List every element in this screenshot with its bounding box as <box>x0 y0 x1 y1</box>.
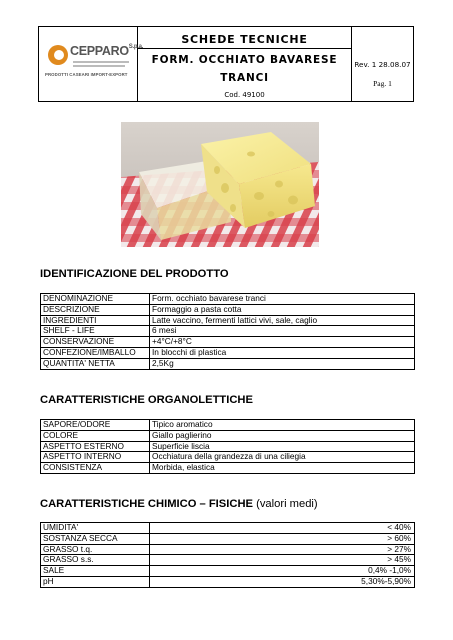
row-value: +4°C/+8°C <box>150 337 415 348</box>
row-value: Latte vaccino, fermenti lattici vivi, sale, caglio <box>150 315 415 326</box>
row-label: UMIDITA' <box>41 523 150 534</box>
table-row <box>41 304 415 315</box>
row-value: 6 mesi <box>150 326 415 337</box>
organolettiche-table <box>40 419 415 474</box>
row-label: SOSTANZA SECCA <box>41 533 150 544</box>
document-header <box>38 26 414 102</box>
row-label: ASPETTO INTERNO <box>41 452 150 463</box>
revision: Rev. 1 28.08.07 <box>354 60 411 69</box>
row-value: Morbida, elastica <box>150 463 415 474</box>
row-label: ASPETTO ESTERNO <box>41 441 150 452</box>
row-value: > 60% <box>150 533 415 544</box>
row-label: pH <box>41 576 150 587</box>
row-value: > 45% <box>150 555 415 566</box>
row-label: SALE <box>41 566 150 577</box>
table-row <box>41 463 415 474</box>
row-value: 5,30%-5,90% <box>150 576 415 587</box>
row-label: DESCRIZIONE <box>41 304 150 315</box>
row-value: Occhiatura della grandezza di una ciliegia <box>150 452 415 463</box>
row-label: CONSISTENZA <box>41 463 150 474</box>
title-block <box>138 27 352 101</box>
logo-address-line <box>73 61 129 63</box>
table-row <box>41 337 415 348</box>
chimico-title-note: (valori medi) <box>256 498 318 510</box>
table-row <box>41 326 415 337</box>
row-value: Formaggio a pasta cotta <box>150 304 415 315</box>
row-label: CONSERVAZIONE <box>41 337 150 348</box>
row-value: Superficie liscia <box>150 441 415 452</box>
section-title-identificazione: IDENTIFICAZIONE DEL PRODOTTO <box>40 268 229 280</box>
chimico-title: CARATTERISTICHE CHIMICO – FISICHE <box>40 498 253 510</box>
table-row <box>41 452 415 463</box>
table-row <box>41 555 415 566</box>
chimico-table <box>40 522 415 588</box>
product-photo <box>121 122 319 247</box>
table-row <box>41 358 415 369</box>
table-row <box>41 576 415 587</box>
section-title-chimico <box>40 498 318 510</box>
row-label: QUANTITA' NETTA <box>41 358 150 369</box>
row-value: Tipico aromatico <box>150 420 415 431</box>
table-row <box>41 533 415 544</box>
table-row <box>41 294 415 305</box>
row-value: > 27% <box>150 544 415 555</box>
product-name-line1: FORM. OCCHIATO BAVARESE <box>151 54 338 66</box>
logo-address-line <box>73 65 125 67</box>
doc-type: SCHEDE TECNICHE <box>181 33 308 46</box>
row-label: CONFEZIONE/IMBALLO <box>41 347 150 358</box>
row-value: < 40% <box>150 523 415 534</box>
row-label: INGREDIENTI <box>41 315 150 326</box>
logo-subtitle: PRODOTTI CASEARI IMPORT-EXPORT <box>45 72 128 77</box>
table-row <box>41 523 415 534</box>
table-row <box>41 430 415 441</box>
logo-name: CEPPARO <box>70 44 129 58</box>
table-row <box>41 315 415 326</box>
logo-spa: S.p.a. <box>128 44 144 50</box>
row-label: DENOMINAZIONE <box>41 294 150 305</box>
row-value: Form. occhiato bavarese tranci <box>150 294 415 305</box>
logo-mark-icon <box>48 45 68 65</box>
product-code: Cod. 49100 <box>224 91 265 99</box>
table-row <box>41 544 415 555</box>
row-value: 0,4% -1,0% <box>150 566 415 577</box>
table-row <box>41 566 415 577</box>
product-name-line2: TRANCI <box>220 72 269 84</box>
identificazione-table <box>40 293 415 370</box>
row-label: SHELF - LIFE <box>41 326 150 337</box>
section-title-organolettiche: CARATTERISTICHE ORGANOLETTICHE <box>40 394 253 406</box>
table-row <box>41 420 415 431</box>
company-logo <box>39 27 144 101</box>
row-label: COLORE <box>41 430 150 441</box>
revision-block <box>352 27 413 101</box>
title-divider <box>138 48 351 49</box>
page-number: Pag. 1 <box>373 79 392 88</box>
table-row <box>41 347 415 358</box>
table-row <box>41 441 415 452</box>
row-value: Giallo paglierino <box>150 430 415 441</box>
row-label: GRASSO t.q. <box>41 544 150 555</box>
row-value: In blocchi di plastica <box>150 347 415 358</box>
row-label: GRASSO s.s. <box>41 555 150 566</box>
row-label: SAPORE/ODORE <box>41 420 150 431</box>
row-value: 2,5Kg <box>150 358 415 369</box>
